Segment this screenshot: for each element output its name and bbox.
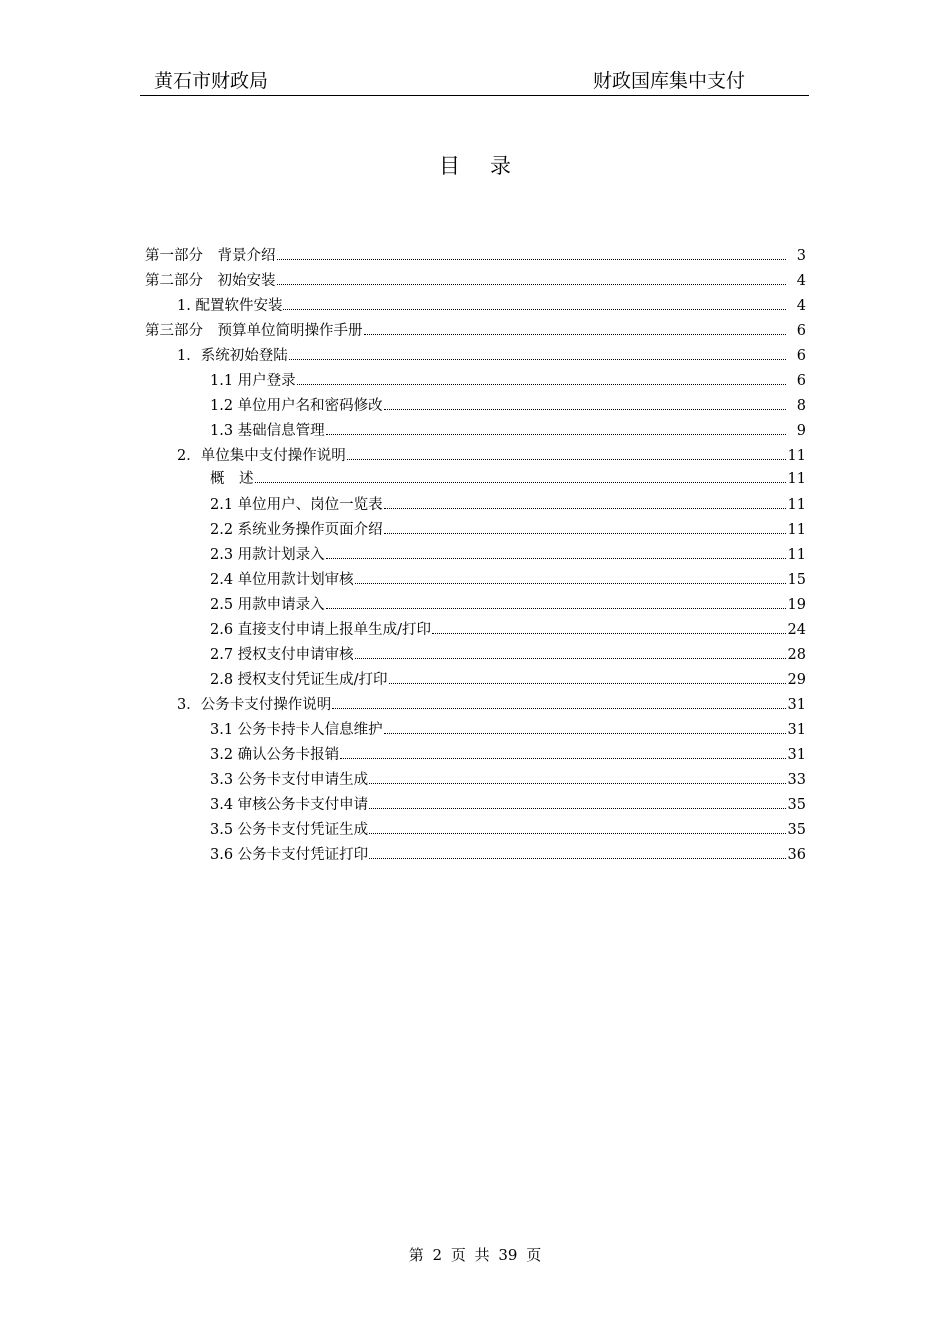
toc-leader-dots bbox=[277, 284, 787, 285]
toc-item-label: 2.2 系统业务操作页面介绍 bbox=[210, 522, 383, 538]
toc-item[interactable] bbox=[210, 495, 806, 515]
toc-item-label: 3.3 公务卡支付申请生成 bbox=[210, 772, 369, 788]
toc-item[interactable] bbox=[210, 620, 806, 640]
toc-item[interactable] bbox=[210, 545, 806, 565]
toc-item-label: 第三部分 预算单位简明操作手册 bbox=[145, 323, 363, 339]
toc-leader-dots bbox=[283, 309, 786, 310]
toc-item[interactable] bbox=[210, 770, 806, 790]
toc-item[interactable] bbox=[145, 271, 806, 291]
toc-item[interactable] bbox=[210, 595, 806, 615]
toc-item[interactable] bbox=[210, 845, 806, 865]
toc-item-page: 15 bbox=[787, 572, 806, 588]
toc-item-page: 29 bbox=[787, 672, 806, 688]
toc-item-label: 3.4 审核公务卡支付申请 bbox=[210, 797, 369, 813]
toc-item-page: 31 bbox=[787, 722, 806, 738]
toc-item[interactable] bbox=[210, 820, 806, 840]
toc-item-label: 2.4 单位用款计划审核 bbox=[210, 572, 354, 588]
toc-item-label: 1. 配置软件安装 bbox=[177, 298, 283, 314]
toc-leader-dots bbox=[326, 558, 786, 559]
toc-leader-dots bbox=[326, 608, 786, 609]
toc-item[interactable] bbox=[177, 695, 806, 715]
toc-item-label: 1.3 基础信息管理 bbox=[210, 423, 325, 439]
page-title: 目录 bbox=[439, 154, 541, 178]
page-footer: 第 2 页 共 39 页 bbox=[408, 1246, 542, 1264]
toc-item-page: 28 bbox=[787, 647, 806, 663]
toc-item-label: 2.3 用款计划录入 bbox=[210, 547, 325, 563]
toc-leader-dots bbox=[255, 482, 786, 483]
toc-item-label: 3.2 确认公务卡报销 bbox=[210, 747, 340, 763]
toc-item-label: 3.6 公务卡支付凭证打印 bbox=[210, 847, 369, 863]
toc-item[interactable] bbox=[210, 745, 806, 765]
toc-item-page: 35 bbox=[787, 797, 806, 813]
toc-item-page: 35 bbox=[787, 822, 806, 838]
toc-leader-dots bbox=[355, 583, 786, 584]
toc-item-page: 8 bbox=[796, 398, 806, 414]
toc-item-label: 1.1 用户登录 bbox=[210, 373, 296, 389]
toc-leader-dots bbox=[277, 259, 787, 260]
toc-item-label: 2.5 用款申请录入 bbox=[210, 597, 325, 613]
toc-item[interactable] bbox=[210, 795, 806, 815]
toc-leader-dots bbox=[332, 708, 785, 709]
toc-item-page: 33 bbox=[787, 772, 806, 788]
toc-item-page: 24 bbox=[787, 622, 806, 638]
toc-leader-dots bbox=[384, 533, 786, 534]
toc-item-label: 3．公务卡支付操作说明 bbox=[177, 697, 332, 713]
header-organization: 黄石市财政局 bbox=[154, 70, 269, 92]
toc-item-label: 2.1 单位用户、岗位一览表 bbox=[210, 497, 383, 513]
toc-item-page: 4 bbox=[796, 273, 806, 289]
toc-leader-dots bbox=[369, 858, 785, 859]
toc-leader-dots bbox=[432, 633, 785, 634]
toc-item-page: 9 bbox=[796, 423, 806, 439]
header-section: 财政国库集中支付 bbox=[592, 70, 745, 92]
toc-leader-dots bbox=[364, 334, 787, 335]
toc-item[interactable] bbox=[210, 396, 806, 416]
toc-leader-dots bbox=[369, 808, 785, 809]
toc-item-page: 6 bbox=[796, 323, 806, 339]
toc-item[interactable] bbox=[210, 570, 806, 590]
toc-item-page: 11 bbox=[787, 471, 806, 487]
toc-item-label: 1.2 单位用户名和密码修改 bbox=[210, 398, 383, 414]
toc-leader-dots bbox=[389, 683, 786, 684]
toc-leader-dots bbox=[384, 409, 786, 410]
toc-item-page: 11 bbox=[787, 547, 806, 563]
toc-item[interactable] bbox=[145, 246, 806, 266]
toc-item[interactable] bbox=[210, 371, 806, 391]
toc-leader-dots bbox=[355, 658, 786, 659]
toc-leader-dots bbox=[369, 833, 785, 834]
toc-item-label: 2.7 授权支付申请审核 bbox=[210, 647, 354, 663]
toc-item-page: 11 bbox=[787, 497, 806, 513]
toc-leader-dots bbox=[340, 758, 785, 759]
toc-item[interactable] bbox=[210, 720, 806, 740]
toc-leader-dots bbox=[297, 384, 786, 385]
toc-leader-dots bbox=[369, 783, 785, 784]
toc-item-page: 31 bbox=[787, 697, 806, 713]
toc-item-page: 3 bbox=[796, 248, 806, 264]
toc-item[interactable] bbox=[145, 321, 806, 341]
toc-item[interactable] bbox=[177, 296, 806, 316]
toc-item-page: 6 bbox=[796, 348, 806, 364]
toc-item-page: 19 bbox=[787, 597, 806, 613]
toc-item-label: 2．单位集中支付操作说明 bbox=[177, 448, 346, 464]
toc-item-label: 第一部分 背景介绍 bbox=[145, 248, 276, 264]
toc-item-label: 概 述 bbox=[210, 471, 254, 487]
toc-item-page: 36 bbox=[787, 847, 806, 863]
toc-item-page: 11 bbox=[787, 522, 806, 538]
toc-leader-dots bbox=[384, 508, 786, 509]
toc-item-page: 6 bbox=[796, 373, 806, 389]
toc-item[interactable] bbox=[177, 346, 806, 366]
toc-item-label: 3.1 公务卡持卡人信息维护 bbox=[210, 722, 383, 738]
toc-leader-dots bbox=[347, 459, 786, 460]
toc-item[interactable] bbox=[177, 446, 806, 466]
toc-item[interactable] bbox=[210, 469, 806, 489]
toc-item-label: 3.5 公务卡支付凭证生成 bbox=[210, 822, 369, 838]
toc-item-page: 4 bbox=[796, 298, 806, 314]
toc-item-page: 31 bbox=[787, 747, 806, 763]
toc-item-label: 2.6 直接支付申请上报单生成/打印 bbox=[210, 622, 432, 638]
toc-item-label: 1．系统初始登陆 bbox=[177, 348, 288, 364]
toc-leader-dots bbox=[384, 733, 786, 734]
toc-item-page: 11 bbox=[787, 448, 806, 464]
toc-item-label: 2.8 授权支付凭证生成/打印 bbox=[210, 672, 388, 688]
toc-leader-dots bbox=[326, 434, 786, 435]
toc-item[interactable] bbox=[210, 645, 806, 665]
toc-item-label: 第二部分 初始安装 bbox=[145, 273, 276, 289]
toc-leader-dots bbox=[289, 359, 786, 360]
toc-item[interactable] bbox=[210, 670, 806, 690]
page-header bbox=[140, 62, 809, 96]
toc-item[interactable] bbox=[210, 520, 806, 540]
toc-item[interactable] bbox=[210, 421, 806, 441]
